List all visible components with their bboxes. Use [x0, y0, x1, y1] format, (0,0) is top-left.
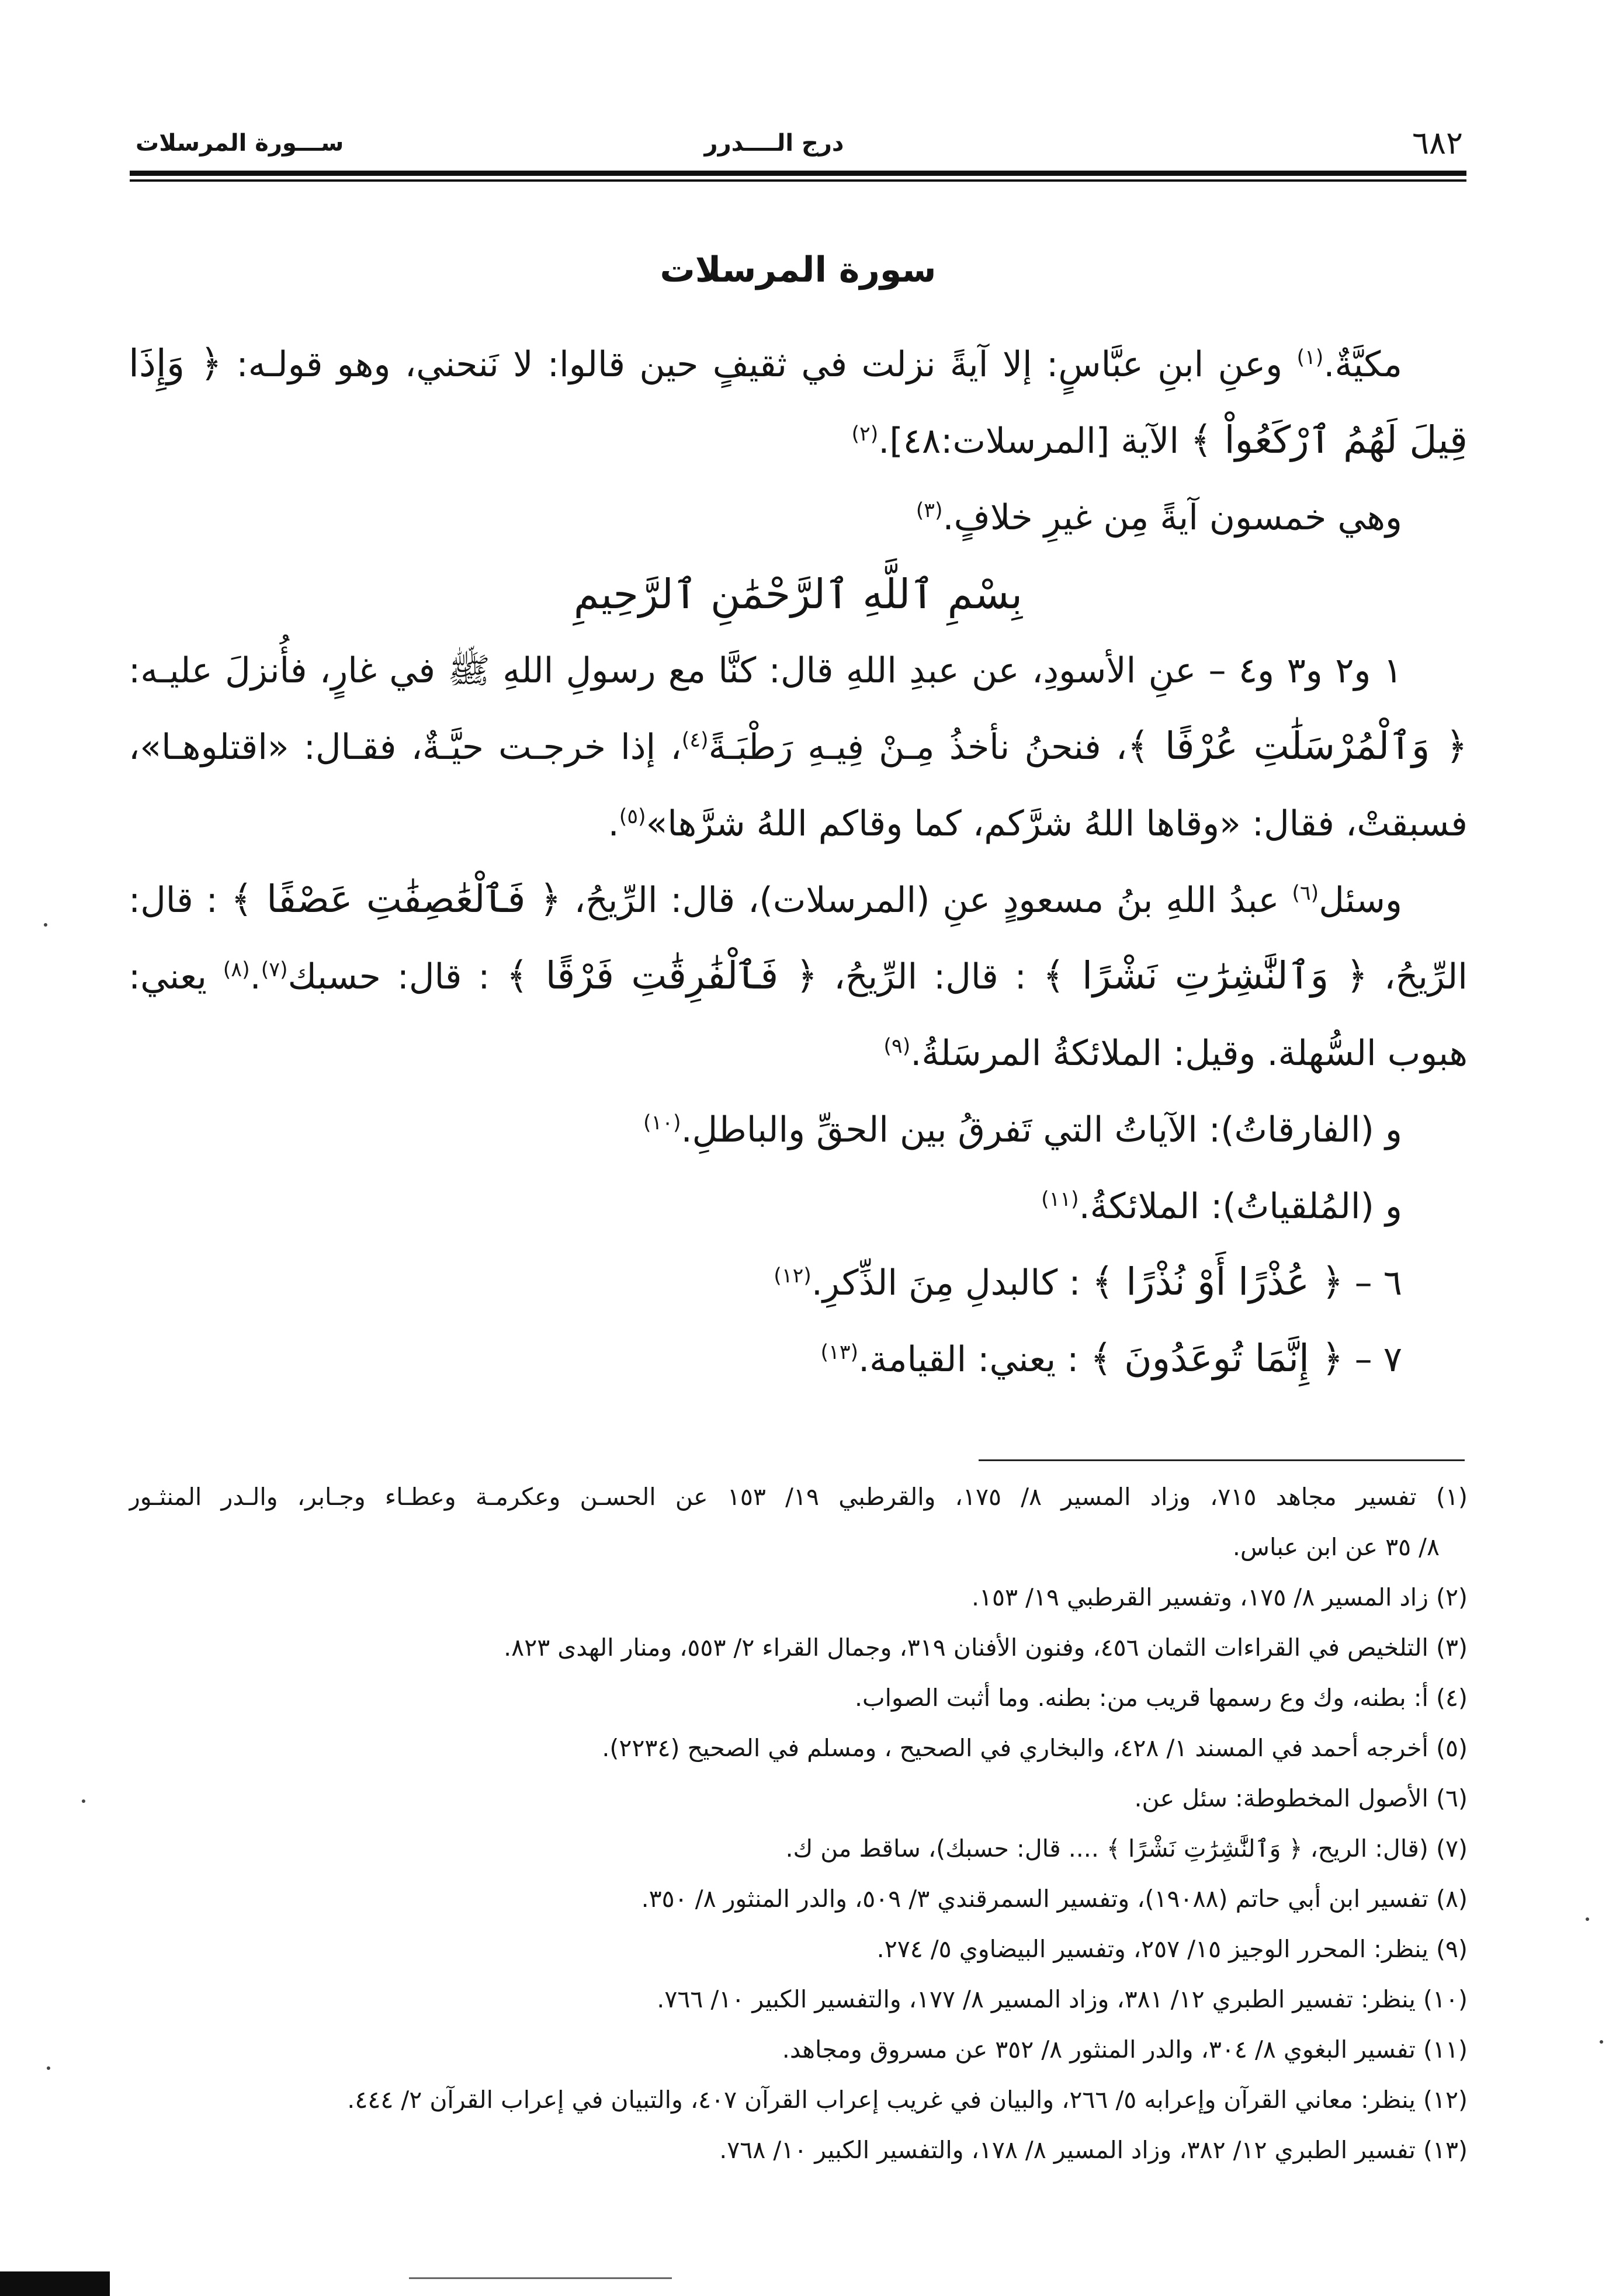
body-text: .: [608, 803, 619, 844]
body-text: و (المُلقياتُ): الملائكةُ.: [1079, 1186, 1402, 1227]
footnote-item: [129, 1924, 1468, 1974]
footnote-number: (٢): [1435, 1583, 1468, 1611]
footnote-line: [129, 1522, 1468, 1572]
body-text: ١ و٢ و٣ و٤ – عنِ الأسودِ، عن عبدِ اللهِ قال: كنَّا مع رسولِ اللهِ ﷺ في غارٍ، فأُنزلَ عليـه:: [129, 650, 1403, 691]
footnote-number: (٨): [1435, 1885, 1468, 1913]
running-surah-name: ســـورة المرسلات: [136, 130, 344, 157]
footnote-line: [129, 1472, 1468, 1522]
quran-quote: ﴿ وَٱلنَّٰشِرَٰتِ نَشْرًا ﴾: [1042, 954, 1368, 998]
footnote-line: [129, 1773, 1468, 1823]
footnote-line: [129, 1924, 1468, 1974]
footnote-number: (١١): [1423, 2035, 1468, 2063]
body-text: : قال:: [129, 880, 231, 921]
footnote-line: [129, 2125, 1468, 2175]
surah-title: سورة المرسلات: [660, 249, 937, 290]
footnote-line: [129, 2024, 1468, 2075]
scan-speck: [1600, 2040, 1603, 2044]
body-text: : قال: الرِّيحُ،: [817, 956, 1043, 997]
footnote-text: ينظر: المحرر الوجيز ١٥/ ٢٥٧، وتفسير البيضاوي ٥/ ٢٧٤.: [876, 1935, 1428, 1963]
footnote-ref: (٤): [681, 729, 709, 752]
footnote-ref: (٧): [261, 958, 288, 981]
quran-quote: ﴿ فَٱلْفَٰرِقَٰتِ فَرْقًا ﴾: [506, 954, 818, 998]
scan-speck: [82, 1799, 85, 1803]
body-text: عبدُ اللهِ بنُ مسعودٍ عنِ (المرسلات)، قال: الرِّيحُ،: [561, 880, 1292, 921]
footnote-text: أ: بطنه، وك وع رسمها قريب من: بطنه. وما أثبت الصواب.: [855, 1684, 1428, 1712]
footnote-line: [129, 1673, 1468, 1723]
footnote-number: (١٣): [1423, 2136, 1468, 2164]
footnote-number: (١٠): [1423, 1985, 1468, 2013]
body-text: وهي خمسون آيةً مِن غيرِ خلافٍ.: [942, 497, 1402, 538]
footnote-text: ينظر: تفسير الطبري ١٢/ ٣٨١، وزاد المسير ٨/ ١٧٧، والتفسير الكبير ١٠/ ٧٦٦.: [657, 1985, 1416, 2013]
text-line: [129, 862, 1468, 939]
scan-edge-mark: [0, 2271, 110, 2296]
body-text: الرِّيحُ،: [1368, 956, 1468, 997]
footnote-item: [129, 2125, 1468, 2175]
body-text: : يعني: القيامة.: [858, 1339, 1090, 1380]
footnote-text: تفسير الطبري ١٢/ ٣٨٢، وزاد المسير ٨/ ١٧٨، والتفسير الكبير ١٠/ ٧٦٨.: [719, 2136, 1416, 2164]
footnote-text: ينظر: معاني القرآن وإعرابه ٥/ ٢٦٦، والبيان في غريب إعراب القرآن ٤٠٧، والتبيان في إعراب القرآن ٢/ ٤٤٤.: [347, 2086, 1416, 2114]
body-text: وعنِ ابنِ عبَّاسٍ: إلا آيةً نزلت في ثقيفٍ حين قالوا: لا نَنحني، وهو قولـه:: [222, 344, 1297, 385]
footnote-number: (٣): [1435, 1633, 1468, 1662]
footnote-ref: (١١): [1041, 1188, 1079, 1211]
footnote-line: [129, 1723, 1468, 1773]
text-line: [129, 786, 1468, 862]
text-line: [129, 633, 1468, 709]
footnote-number: (٤): [1435, 1684, 1468, 1712]
footnote-item: [129, 2024, 1468, 2075]
footnote-text: الأصول المخطوطة: سئل عن.: [1134, 1784, 1428, 1812]
quran-quote: ﴿ وَإِذَا: [129, 342, 223, 386]
footnote-item: [129, 1874, 1468, 1924]
footnote-ref: (١): [1296, 346, 1324, 369]
footnote-ref: (١٠): [643, 1111, 681, 1135]
footnote-number: (١): [1435, 1483, 1468, 1511]
footnote-item: [129, 1823, 1468, 1874]
footnote-text: تفسير مجاهد ٧١٥، وزاد المسير ٨/ ١٧٥، والقرطبي ١٩/ ١٥٣ عن الحسـن وعكرمـة وعطـاء وجـابر، والـدر المنثـور: [129, 1483, 1417, 1511]
footnote-text: ٨/ ٣٥ عن ابن عباس.: [1232, 1533, 1440, 1561]
body-text: يعني:: [129, 956, 223, 997]
text-line: [129, 1245, 1468, 1322]
footnote-number: (٧): [1435, 1834, 1468, 1863]
body-text: ، إذا خرجـت حيَّـةٌ، فقـال: «اقتلوهـا»،: [129, 727, 682, 768]
body-text: مكيَّةٌ.: [1323, 344, 1402, 385]
footnote-item: [129, 1622, 1468, 1673]
text-line: [129, 403, 1468, 480]
footnote-ref: (٩): [883, 1035, 911, 1058]
scan-edge-line: [409, 2277, 672, 2279]
footnote-text: زاد المسير ٨/ ١٧٥، وتفسير القرطبي ١٩/ ١٥٣.: [971, 1583, 1428, 1611]
footnotes: [129, 1472, 1468, 2175]
commentary-paragraph: [129, 1092, 1468, 1168]
body-text: ٧ –: [1343, 1339, 1402, 1380]
commentary-paragraph: [129, 862, 1468, 1092]
text-line: [129, 1092, 1468, 1168]
footnote-line: [129, 1622, 1468, 1673]
footnote-item: [129, 1472, 1468, 1572]
text-line: [129, 1168, 1468, 1245]
body-text: وسئل: [1319, 880, 1403, 921]
footnote-number: (٥): [1435, 1734, 1468, 1762]
footnote-ref: (٥): [619, 805, 646, 828]
page-number: ٦٨٢: [1412, 124, 1463, 161]
commentary-paragraph: [129, 1322, 1468, 1398]
text-line: [129, 480, 1468, 556]
body-text: و (الفارقاتُ): الآياتُ التي تَفرقُ بين الحقِّ والباطلِ.: [681, 1109, 1402, 1150]
body-text: فسبقتْ، فقال: «وقاها اللهُ شرَّكم، كما وقاكم اللهُ شرَّها»: [646, 803, 1468, 844]
footnote-line: [129, 1823, 1468, 1874]
text-line: [129, 1015, 1468, 1092]
quran-quote: قِيلَ لَهُمُ ٱرْكَعُواْ ﴾: [1190, 418, 1468, 462]
intro-paragraph: [129, 327, 1468, 480]
footnote-item: [129, 1773, 1468, 1823]
body-text: هبوب السُّهلة. وقيل: الملائكةُ المرسَلةُ.: [910, 1033, 1468, 1074]
quran-quote: ﴿ وَٱلْمُرْسَلَٰتِ عُرْفًا ﴾: [1127, 724, 1468, 768]
footnote-text: تفسير البغوي ٨/ ٣٠٤، والدر المنثور ٨/ ٣٥٢ عن مسروق ومجاهد.: [782, 2035, 1416, 2063]
footnote-text: تفسير ابن أبي حاتم (١٩٠٨٨)، وتفسير السمرقندي ٣/ ٥٠٩، والدر المنثور ٨/ ٣٥٠.: [641, 1885, 1428, 1913]
footnote-line: [129, 1874, 1468, 1924]
footnote-line: [129, 2075, 1468, 2125]
basmala: بِسْمِ ٱللَّهِ ٱلرَّحْمَٰنِ ٱلرَّحِيمِ: [573, 570, 1023, 618]
header-rule-thin: [130, 179, 1466, 182]
footnote-number: (١٢): [1423, 2086, 1468, 2114]
header-rule-thick: [130, 171, 1466, 176]
footnote-number: (٦): [1435, 1784, 1468, 1812]
commentary-section: [129, 633, 1468, 1398]
intro-paragraph: [129, 480, 1468, 556]
footnote-text: أخرجه أحمد في المسند ١/ ٤٢٨، والبخاري في الصحيح ، ومسلم في الصحيح (٢٢٣٤).: [602, 1734, 1428, 1762]
scan-speck: [1586, 1917, 1589, 1921]
main-text: [129, 327, 1468, 1398]
footnote-ref: (٢): [851, 422, 879, 446]
footnote-line: [129, 1974, 1468, 2024]
footnote-line: [129, 1572, 1468, 1622]
footnote-text: (قال: الريح، ﴿ وَٱلنَّٰشِرَٰتِ نَشْرًا ﴾ .... قال: حسبك)، ساقط من ك.: [785, 1834, 1428, 1863]
footnote-item: [129, 1673, 1468, 1723]
commentary-paragraph: [129, 1245, 1468, 1322]
scan-speck: [47, 2066, 50, 2070]
footnote-item: [129, 1723, 1468, 1773]
body-text: .: [249, 956, 261, 997]
intro-section: [129, 327, 1468, 556]
footnote-ref: (٨): [223, 958, 250, 981]
body-text: : كالبدلِ مِنَ الذِّكرِ.: [811, 1263, 1092, 1303]
footnote-number: (٩): [1435, 1935, 1468, 1963]
footnote-text: التلخيص في القراءات الثمان ٤٥٦، وفنون الأفنان ٣١٩، وجمال القراء ٢/ ٥٥٣، ومنار الهدى ٨٢٣.: [504, 1633, 1428, 1662]
text-line: [129, 327, 1468, 403]
quran-quote: ﴿ إِنَّمَا تُوعَدُونَ ﴾: [1090, 1337, 1344, 1381]
body-text: ٦ –: [1343, 1263, 1402, 1303]
footnote-ref: (٦): [1292, 882, 1319, 905]
commentary-paragraph: [129, 1168, 1468, 1245]
body-text: الآية [المرسلات:٤٨].: [878, 421, 1191, 462]
quran-quote: ﴿ فَٱلْعَٰصِفَٰتِ عَصْفًا ﴾: [230, 878, 561, 921]
footnote-item: [129, 2075, 1468, 2125]
footnote-item: [129, 1974, 1468, 2024]
body-text: : قال: حسبك: [287, 956, 507, 997]
footnote-ref: (١٣): [820, 1341, 859, 1364]
body-text: ، فنحنُ نأخذُ مِـنْ فِيـهِ رَطْبَـةً: [708, 727, 1128, 768]
footnote-ref: (٣): [916, 499, 943, 522]
footnote-separator: [979, 1459, 1465, 1461]
text-line: [129, 709, 1468, 786]
footnote-ref: (١٢): [774, 1264, 812, 1288]
commentary-paragraph: [129, 633, 1468, 862]
quran-quote: ﴿ عُذْرًا أَوْ نُذْرًا ﴾: [1091, 1260, 1344, 1304]
running-title: درج الــــدرر: [704, 130, 844, 157]
scan-speck: [44, 923, 47, 927]
footnote-item: [129, 1572, 1468, 1622]
text-line: [129, 1322, 1468, 1398]
text-line: [129, 939, 1468, 1015]
